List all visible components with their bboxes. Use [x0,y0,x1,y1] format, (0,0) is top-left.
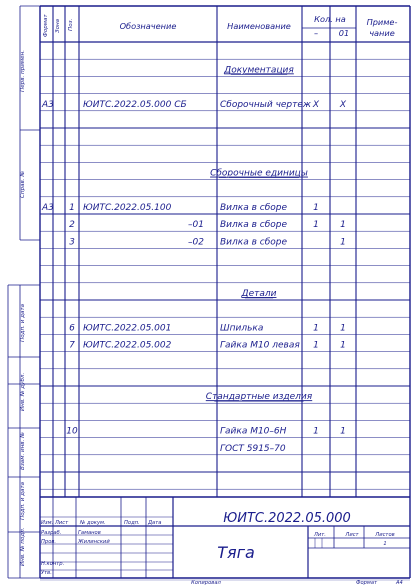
stamp-role-approve: Утв. [41,570,52,576]
stamp-col-izm: Изм. [41,520,54,526]
margin-sign-date-1: Подп. и дата [20,303,26,342]
stamp-col-list: Лист [55,520,69,526]
row-qty-dash: 1 [313,323,319,334]
row-qty-dash: 1 [313,220,319,231]
frame-lines [0,6,410,580]
row-position: 1 [69,203,75,213]
row-designation: ЮИТС.2022.05.000 СБ [83,99,187,110]
row-position: 7 [69,340,75,351]
stamp-lit-label: Лит. [314,532,326,538]
row-name: Шпилька [220,323,264,334]
stamp-person-develop: Гаманов [78,530,101,536]
row-designation: –02 [188,237,204,248]
stamp-role-ncontrol: Н.контр. [41,561,65,567]
row-designation: ЮИТС.2022.05.100 [83,203,172,213]
header-note-line2: чание [369,28,395,38]
header-quantity-01: 01 [338,28,350,38]
footer-copied: Копировал [191,580,221,586]
row-designation: ЮИТС.2022.05.002 [83,340,172,351]
header-note-line1: Приме- [366,17,398,27]
row-qty-01: 1 [340,237,346,248]
row-name: Вилка в сборе [220,203,288,213]
row-name: Вилка в сборе [220,237,288,248]
section-heading: Стандартные изделия [205,392,313,403]
row-designation: –01 [188,220,204,231]
row-qty-01: 1 [340,340,346,351]
row-position: 3 [69,237,75,248]
stamp-col-doc: № докум. [80,520,106,526]
row-name: Гайка М10–6Н [220,426,287,437]
row-name: Вилка в сборе [220,220,288,231]
stamp-sheet-label: Лист [345,532,359,538]
header-position: Поз. [68,18,74,31]
row-qty-01: Х [339,99,347,110]
row-position: 2 [69,220,75,231]
specification-rows [41,65,347,453]
stamp-title: Тяга [217,543,255,562]
stamp-doc-number: ЮИТС.2022.05.000 [223,511,351,526]
row-name: Сборочный чертеж [220,99,312,110]
header-quantity-dash: – [313,28,319,38]
row-designation: ЮИТС.2022.05.001 [83,323,172,334]
margin-ref-no: Справ. № [20,170,26,198]
row-position: 6 [69,323,75,334]
row-position: 10 [66,426,78,437]
stamp-role-develop: Разраб. [41,530,62,536]
stamp-sheets-value: 1 [383,541,387,547]
margin-sign-date-2: Подп. и дата [20,481,26,520]
stamp-role-check: Пров. [41,539,57,545]
header-quantity: Кол. на [314,14,346,24]
row-name: ГОСТ 5915–70 [220,443,286,454]
stamp-sheets-label: Листов [375,532,395,538]
footer-format-label: Формат [356,580,378,586]
row-qty-dash: Х [312,99,320,110]
margin-dup-inv: Инв. № дубл. [20,372,26,411]
row-qty-dash: 1 [313,340,319,351]
header-zone: Зона [55,18,61,33]
row-format: А3 [42,99,54,110]
stamp-person-check: Жилинский [78,539,110,545]
section-heading: Документация [224,65,294,76]
margin-first-use: Перв. примен. [20,50,26,92]
margin-orig-inv: Инв. № подл. [20,527,26,566]
header-format: Формат [43,14,49,37]
header-name: Наименование [227,21,291,31]
row-qty-01: 1 [340,426,346,437]
row-name: Гайка М10 левая [220,340,300,351]
section-heading: Сборочные единицы [210,168,308,179]
margin-swap-inv: Взам. инв. № [20,432,26,470]
stamp-col-date: Дата [148,520,162,526]
stamp-col-sign: Подп. [124,520,140,526]
row-qty-01: 1 [340,323,346,334]
row-qty-dash: 1 [313,426,319,437]
row-qty-dash: 1 [313,203,319,213]
row-format: А3 [42,203,54,213]
header-designation: Обозначение [119,21,177,31]
footer-format-value: А4 [396,580,403,586]
row-qty-01: 1 [340,220,346,231]
section-heading: Детали [241,289,277,299]
